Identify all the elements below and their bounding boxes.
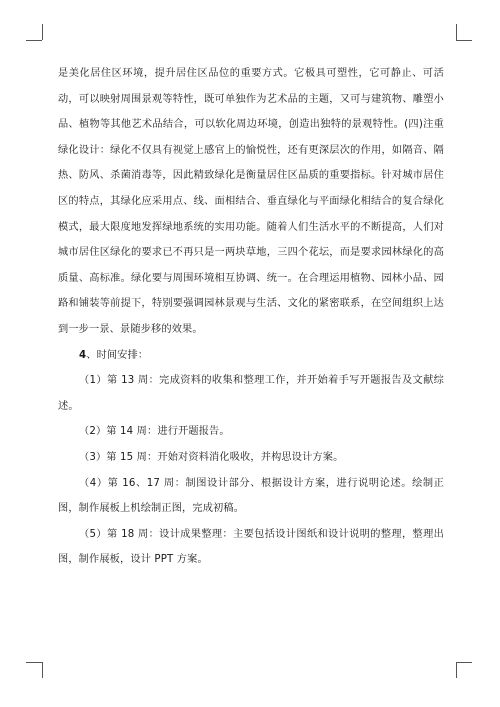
body-paragraph: 是美化居住区环境，提升居住区品位的重要方式。它极具可塑性，它可静止、可活动，可以映射周围景观等特性，既可单独作为艺术品的主题，又可与建筑物、雕塑小品、植物等其他艺术品结合，可以软化周边环境，创造出独特的景观特性。(四)注重绿化设计：绿化不仅具有视觉上感官上的愉悦性，还有更深层次的作用，如隔音、隔热、防风、杀菌消毒等，因此精致绿化是衡量居住区品质的重要指标。针对城市居住区的特点，其绿化应采用点、线、面相结合、垂直绿化与平面绿化相结合的复合绿化模式，最大限度地发挥绿地系统的实用功能。随着人们生活水平的不断提高，人们对城市居住区绿化的要求已不再只是一两块草地，三四个花坛，而是要求园林绿化的高质量、高标准。绿化要与周围环境相互协调、统一。在合理运用植物、园林小品、园路和铺装等前提下，特别要强调园林景观与生活、文化的紧密联系，在空间组织上达到一步一景、景随步移的效果。 xyxy=(58,68,444,335)
schedule-item-4: （4）第 16、17 周：制图设计部分、根据设计方案，进行说明论述。绘制正图，制作展板上机绘制正图，完成初稿。 xyxy=(58,477,444,515)
document-body xyxy=(58,61,444,573)
section-heading xyxy=(58,343,444,369)
section-number: 4 xyxy=(79,349,87,361)
section-title: 、时间安排： xyxy=(86,349,149,361)
schedule-item-2: （2）第 14 周：进行开题报告。 xyxy=(79,426,230,438)
schedule-item-3: （3）第 15 周：开始对资料消化吸收，并构思设计方案。 xyxy=(79,451,344,463)
schedule-item-5: （5）第 18 周：设计成果整理：主要包括设计图纸和设计说明的整理，整理出图，制作展板，设计 PPT 方案。 xyxy=(58,528,444,566)
schedule-item-1: （1）第 13 周：完成资料的收集和整理工作，并开始着手写开题报告及文献综述。 xyxy=(58,375,444,412)
